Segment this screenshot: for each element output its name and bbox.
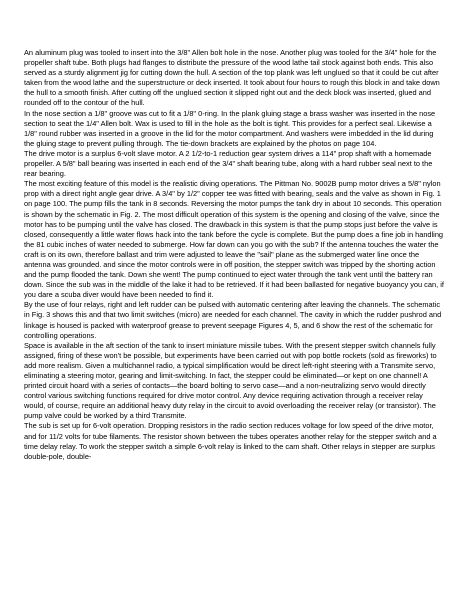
paragraph: In the nose section a 1/8" groove was cut to fit a 1/8" 0-ring. In the plank gluing stage a brass washer was inserted in the nose section to seat the 1/4" Allen bolt. Wax is used to fill in the hole as the bolt is tight. This provides for a perfect seal. Likewise a 1/8" round rubber was inserted in a groove in the lid for the motor compartment. And washers were imbedded in the lid during the gluing stage to prevent pulling through. The tie-down brackets are explained by the photos on page 104. xyxy=(24,108,436,148)
paragraph: Space is available in the aft section of the tank to insert miniature missile tubes. With the present stepper switch channels fully assigned, firing of these won't be possible, but experiments have been carried out with pop bottle rockets (sold as fireworks) to add more realism. Given a multichannel radio, a typical simplification would be direct left-right steering with a Transmite servo, eliminating a steering motor, gearing and limit-switching. In fact, the stepper could be eliminated—or kept on one channel! A printed circuit hoard with a series of contacts—the board bolting to servo case—and a non-neutralizing servo would directly control various switching functions required for drive motor control. Any device requiring activation through a receiver relay would, of course, require an additional heavy duty relay in the circuit to avoid overloading the receiver relay (or transistor). The pump valve could be worked by a third Transmite. xyxy=(24,340,437,421)
document-body xyxy=(24,48,444,462)
paragraph: The sub is set up for 6-volt operation. Dropping resistors in the radio section reduces voltage for low speed of the drive motor, and for 11/2 volts for tube filaments. The resistor shown between the tubes operates another relay for the stepper switch and a time delay relay. To work the stepper switch a simple 6-volt relay is linked to the cam shaft. Other relays in stepper are surplus double-pole, double- xyxy=(24,421,437,461)
paragraph: The most exciting feature of this model is the realistic diving operations. The Pittman No. 9002B pump motor drives a 5/8" nylon prop with a direct right angle gear drive. A 3/4" by 1/2" copper tee was fitted with bearing, seals and the valve as shown in Fig. 1 on page 100. The pump fills the tank in 8 seconds. Reversing the motor pumps the tank dry in about 10 seconds. This operation is shown by the schematic in Fig. 2. The most difficult operation of this system is the opening and closing of the valve, since the motor has to be pumping until the valve has closed. The drawback in this system is that the pump stops just before the valve is closed, consequently a little water flows hack into the tank before the cycle is complete. But the pump does a fine job in handling the 81 cubic inches of water needed to submerge. How far down can you go with the sub? If the antenna touches the water the craft is on its own, therefore ballast and trim were adjusted to leave the "sail" plane as the submerged water line once the antenna was grounded. and since the motor controls were in off position, the stepper switch was tripped by the shorting action and the pump flooded the tank. Down she went! The pump continued to eject water through the tank vent until the battery ran down. Since the sub was in the middle of the lake it had to be retrieved. If it had been ballasted for negative buoyancy you can, if you dare a scuba diver would have been needed to find it. xyxy=(24,179,444,300)
paragraph: An aluminum plug was tooled to insert into the 3/8" Allen bolt hole in the nose. Another plug was tooled for the 3/4" hole for the propeller shaft tube. Both plugs had flanges to distribute the pressure of the wood lathe tail stock against both ends. This also served as a sturdy alignment jig for cutting down the hull. A section of the top plank was left unglued so that it could be cut after taken from the wood lathe and the superstructure or deck inserted. It took about four hours to rough this block in and take down the hull to a smooth finish. After cutting off the unglued section it slipped right out and the deck block was inserted, glued and rounded off to the contour of the hull. xyxy=(24,48,440,108)
paragraph: The drive motor is a surplus 6-volt slave motor. A 2 1/2-to-1 reduction gear system drives a 114" prop shaft with a homemade propeller. A 5/8" ball bearing was inserted in each end of the 3/4" shaft bearing tube, along with a hard rubber seal next to the rear bearing. xyxy=(24,148,433,179)
paragraph: By the use of four relays, right and left rudder can be pulsed with automatic centering after leaving the channels. The schematic in Fig. 3 shows this and that two limit switches (micro) are needed for each channel. The cavity in which the rudder pushrod and linkage is housed is packed with waterproof grease to prevent seepage Figures 4, 5, and 6 show the rest of the schematic for controlling operations. xyxy=(24,300,442,340)
